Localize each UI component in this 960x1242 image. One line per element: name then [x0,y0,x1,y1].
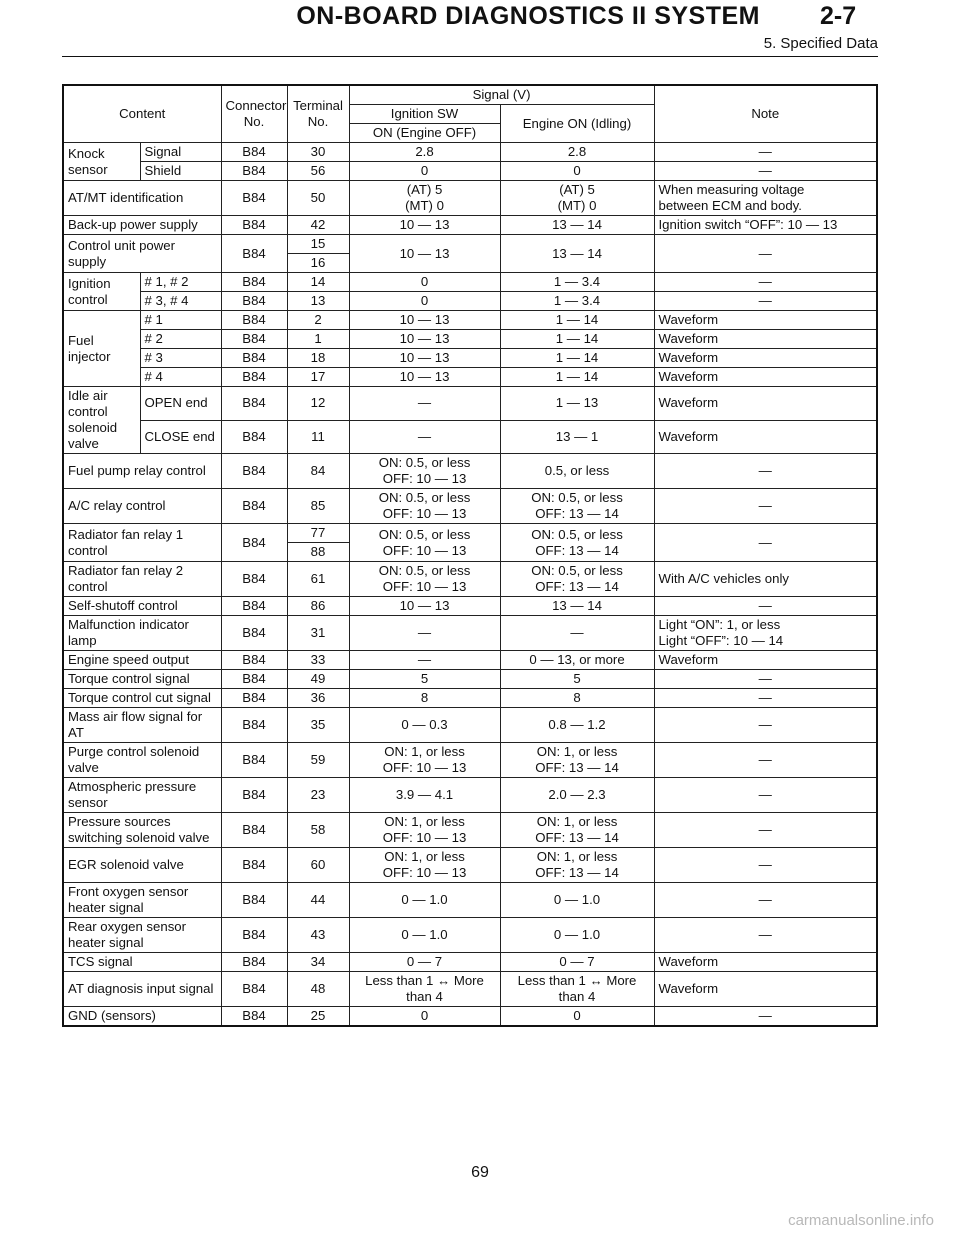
row-engine-on: 1 — 14 [500,349,654,368]
row-content: Front oxygen sensor heater signal [63,883,221,918]
row-terminal: 58 [287,813,349,848]
row-terminal: 59 [287,743,349,778]
row-terminal: 60 [287,848,349,883]
row-engine-on: 2.0 — 2.3 [500,778,654,813]
row-connector: B84 [221,387,287,421]
header-note: Note [654,85,877,143]
row-terminal: 17 [287,368,349,387]
row-engine-on: 0.8 — 1.2 [500,708,654,743]
row-ign-on: 8 [349,689,500,708]
row-terminal: 2 [287,311,349,330]
row-sub: # 1 [140,311,221,330]
table-row [63,349,877,368]
row-terminal: 77 [287,524,349,543]
table-row [63,368,877,387]
table-row [63,311,877,330]
row-connector: B84 [221,972,287,1007]
row-note: Ignition switch “OFF”: 10 — 13 [654,216,877,235]
row-ign-on: 10 — 13 [349,235,500,273]
row-sub: OPEN end [140,387,221,421]
row-note: — [654,292,877,311]
row-sub: Signal [140,143,221,162]
row-terminal: 1 [287,330,349,349]
row-connector: B84 [221,562,287,597]
row-ign-on: ON: 0.5, or less OFF: 10 — 13 [349,489,500,524]
table-row [63,454,877,489]
row-terminal: 49 [287,670,349,689]
row-note: Waveform [654,387,877,421]
header-signal: Signal (V) [349,85,654,105]
table-row [63,616,877,651]
row-connector: B84 [221,489,287,524]
row-terminal: 31 [287,616,349,651]
row-engine-on: ON: 0.5, or less OFF: 13 — 14 [500,524,654,562]
table-row [63,330,877,349]
row-engine-on: 0 — 7 [500,953,654,972]
row-note: Waveform [654,651,877,670]
table-row [63,883,877,918]
row-ign-on: ON: 0.5, or less OFF: 10 — 13 [349,562,500,597]
table-row [63,562,877,597]
row-ign-on: 10 — 13 [349,597,500,616]
row-connector: B84 [221,311,287,330]
row-note: — [654,162,877,181]
row-engine-on: 0 — 1.0 [500,883,654,918]
table-row [63,216,877,235]
specified-data-table [62,84,878,1027]
row-note: Waveform [654,368,877,387]
row-sub: CLOSE end [140,420,221,454]
row-connector: B84 [221,235,287,273]
row-content: Engine speed output [63,651,221,670]
row-engine-on: 13 — 14 [500,235,654,273]
row-content: Back-up power supply [63,216,221,235]
table-row [63,918,877,953]
row-connector: B84 [221,349,287,368]
watermark: carmanualsonline.info [788,1212,934,1229]
table-row [63,489,877,524]
row-note: Light “ON”: 1, or less Light “OFF”: 10 — 14 [654,616,877,651]
table-row [63,689,877,708]
header-row [63,85,877,105]
row-connector: B84 [221,273,287,292]
row-engine-on: 1 — 13 [500,387,654,421]
row-ign-on: — [349,387,500,421]
row-sub: # 1, # 2 [140,273,221,292]
row-ign-on: — [349,420,500,454]
section-number: 2-7 [820,2,857,30]
row-connector: B84 [221,292,287,311]
row-terminal: 61 [287,562,349,597]
row-note: Waveform [654,420,877,454]
table-row [63,813,877,848]
row-sub: # 2 [140,330,221,349]
row-connector: B84 [221,651,287,670]
row-connector: B84 [221,597,287,616]
row-engine-on: (AT) 5 (MT) 0 [500,181,654,216]
row-ign-on: 0 — 7 [349,953,500,972]
row-note: — [654,918,877,953]
row-engine-on: 0 [500,1007,654,1027]
row-terminal: 16 [287,254,349,273]
table-row [63,972,877,1007]
row-content: Radiator fan relay 2 control [63,562,221,597]
table-row [63,420,877,454]
row-engine-on: 0.5, or less [500,454,654,489]
row-note: — [654,883,877,918]
row-engine-on: 0 — 13, or more [500,651,654,670]
header-terminal: Terminal No. [287,85,349,143]
row-terminal: 44 [287,883,349,918]
row-engine-on: 1 — 14 [500,311,654,330]
row-engine-on: 0 — 1.0 [500,918,654,953]
row-connector: B84 [221,162,287,181]
row-ign-on: 5 [349,670,500,689]
row-engine-on: 13 — 14 [500,216,654,235]
row-connector: B84 [221,454,287,489]
table-row [63,162,877,181]
row-connector: B84 [221,848,287,883]
row-engine-on: 1 — 14 [500,368,654,387]
table-row [63,651,877,670]
row-terminal: 30 [287,143,349,162]
header-rule [62,56,878,57]
row-ign-on: 10 — 13 [349,216,500,235]
row-connector: B84 [221,368,287,387]
row-engine-on: 1 — 3.4 [500,292,654,311]
row-connector: B84 [221,216,287,235]
row-content: GND (sensors) [63,1007,221,1027]
row-terminal: 35 [287,708,349,743]
row-ign-on: 0 [349,273,500,292]
row-connector: B84 [221,181,287,216]
row-group: Ignition control [63,273,140,311]
row-engine-on: 13 — 1 [500,420,654,454]
row-connector: B84 [221,420,287,454]
row-note: With A/C vehicles only [654,562,877,597]
table-row [63,387,877,421]
row-ign-on: 0 [349,162,500,181]
row-connector: B84 [221,330,287,349]
table-row [63,708,877,743]
row-ign-on: 10 — 13 [349,311,500,330]
row-terminal: 48 [287,972,349,1007]
row-connector: B84 [221,670,287,689]
row-note: Waveform [654,330,877,349]
row-terminal: 36 [287,689,349,708]
row-terminal: 14 [287,273,349,292]
row-sub: # 4 [140,368,221,387]
header-ignition-sw: Ignition SW [349,105,500,124]
table-row [63,670,877,689]
row-engine-on: 13 — 14 [500,597,654,616]
row-connector: B84 [221,689,287,708]
row-ign-on: — [349,616,500,651]
row-engine-on: ON: 1, or less OFF: 13 — 14 [500,813,654,848]
row-engine-on: ON: 0.5, or less OFF: 13 — 14 [500,489,654,524]
row-connector: B84 [221,918,287,953]
row-connector: B84 [221,953,287,972]
row-connector: B84 [221,1007,287,1027]
row-engine-on: 1 — 14 [500,330,654,349]
row-group: Idle air control solenoid valve [63,387,140,454]
row-note: — [654,848,877,883]
row-terminal: 13 [287,292,349,311]
row-terminal: 33 [287,651,349,670]
row-connector: B84 [221,708,287,743]
row-terminal: 88 [287,543,349,562]
table-row [63,524,877,543]
table-row [63,778,877,813]
row-content: A/C relay control [63,489,221,524]
table-row [63,597,877,616]
row-connector: B84 [221,143,287,162]
table-row [63,743,877,778]
row-note: Waveform [654,972,877,1007]
row-content: Purge control solenoid valve [63,743,221,778]
row-sub: # 3, # 4 [140,292,221,311]
row-content: TCS signal [63,953,221,972]
row-sub: Shield [140,162,221,181]
row-ign-on: 0 — 0.3 [349,708,500,743]
row-engine-on: ON: 0.5, or less OFF: 13 — 14 [500,562,654,597]
row-content: Torque control cut signal [63,689,221,708]
row-ign-on: (AT) 5 (MT) 0 [349,181,500,216]
row-terminal: 12 [287,387,349,421]
row-terminal: 42 [287,216,349,235]
table-row [63,1007,877,1027]
header-on-engine-off: ON (Engine OFF) [349,124,500,143]
table-row [63,292,877,311]
row-content: Pressure sources switching solenoid valve [63,813,221,848]
row-note: When measuring voltage between ECM and body. [654,181,877,216]
row-note: — [654,597,877,616]
row-engine-on: — [500,616,654,651]
row-note: — [654,813,877,848]
row-content: Malfunction indicator lamp [63,616,221,651]
row-note: — [654,689,877,708]
row-content: AT/MT identification [63,181,221,216]
row-group: Knock sensor [63,143,140,181]
header-engine-on: Engine ON (Idling) [500,105,654,143]
row-engine-on: 8 [500,689,654,708]
row-note: — [654,1007,877,1027]
row-content: Atmospheric pressure sensor [63,778,221,813]
row-ign-on: ON: 1, or less OFF: 10 — 13 [349,813,500,848]
row-connector: B84 [221,616,287,651]
row-connector: B84 [221,778,287,813]
row-note: — [654,273,877,292]
row-ign-on: ON: 0.5, or less OFF: 10 — 13 [349,454,500,489]
row-terminal: 23 [287,778,349,813]
row-note: — [654,143,877,162]
row-ign-on: 0 [349,292,500,311]
row-terminal: 85 [287,489,349,524]
row-ign-on: 0 — 1.0 [349,918,500,953]
row-terminal: 18 [287,349,349,368]
row-group: Fuel injector [63,311,140,387]
table-row [63,143,877,162]
row-terminal: 25 [287,1007,349,1027]
row-ign-on: 10 — 13 [349,349,500,368]
row-terminal: 50 [287,181,349,216]
row-content: EGR solenoid valve [63,848,221,883]
row-note: — [654,778,877,813]
row-ign-on: 0 [349,1007,500,1027]
row-ign-on: ON: 1, or less OFF: 10 — 13 [349,848,500,883]
row-engine-on: ON: 1, or less OFF: 13 — 14 [500,848,654,883]
row-connector: B84 [221,743,287,778]
row-ign-on: 10 — 13 [349,330,500,349]
row-content: Self-shutoff control [63,597,221,616]
page-title: ON-BOARD DIAGNOSTICS II SYSTEM [296,2,760,30]
row-engine-on: 2.8 [500,143,654,162]
row-content: Fuel pump relay control [63,454,221,489]
row-connector: B84 [221,524,287,562]
row-note: — [654,524,877,562]
row-ign-on: 0 — 1.0 [349,883,500,918]
row-note: — [654,235,877,273]
row-sub: # 3 [140,349,221,368]
row-ign-on: — [349,651,500,670]
page-subtitle: 5. Specified Data [763,35,878,52]
row-content: Radiator fan relay 1 control [63,524,221,562]
table-row [63,235,877,254]
header-content: Content [63,85,221,143]
row-ign-on: 3.9 — 4.1 [349,778,500,813]
table-row [63,181,877,216]
row-content: AT diagnosis input signal [63,972,221,1007]
row-content: Mass air flow signal for AT [63,708,221,743]
page-number: 69 [471,1164,489,1181]
row-note: Waveform [654,953,877,972]
row-engine-on: Less than 1 ↔ More than 4 [500,972,654,1007]
row-terminal: 56 [287,162,349,181]
row-terminal: 84 [287,454,349,489]
row-engine-on: 5 [500,670,654,689]
table-row [63,273,877,292]
row-terminal: 15 [287,235,349,254]
row-note: Waveform [654,311,877,330]
row-terminal: 11 [287,420,349,454]
row-note: — [654,489,877,524]
row-terminal: 34 [287,953,349,972]
row-note: Waveform [654,349,877,368]
header-connector: Connector No. [221,85,287,143]
row-content: Torque control signal [63,670,221,689]
row-connector: B84 [221,883,287,918]
row-terminal: 86 [287,597,349,616]
row-note: — [654,708,877,743]
row-ign-on: 2.8 [349,143,500,162]
row-ign-on: 10 — 13 [349,368,500,387]
row-ign-on: ON: 0.5, or less OFF: 10 — 13 [349,524,500,562]
row-connector: B84 [221,813,287,848]
row-terminal: 43 [287,918,349,953]
row-note: — [654,670,877,689]
row-content: Rear oxygen sensor heater signal [63,918,221,953]
row-engine-on: 0 [500,162,654,181]
row-ign-on: ON: 1, or less OFF: 10 — 13 [349,743,500,778]
table-row [63,953,877,972]
table-row [63,848,877,883]
row-content: Control unit power supply [63,235,221,273]
row-engine-on: 1 — 3.4 [500,273,654,292]
row-note: — [654,743,877,778]
row-ign-on: Less than 1 ↔ More than 4 [349,972,500,1007]
row-engine-on: ON: 1, or less OFF: 13 — 14 [500,743,654,778]
row-note: — [654,454,877,489]
